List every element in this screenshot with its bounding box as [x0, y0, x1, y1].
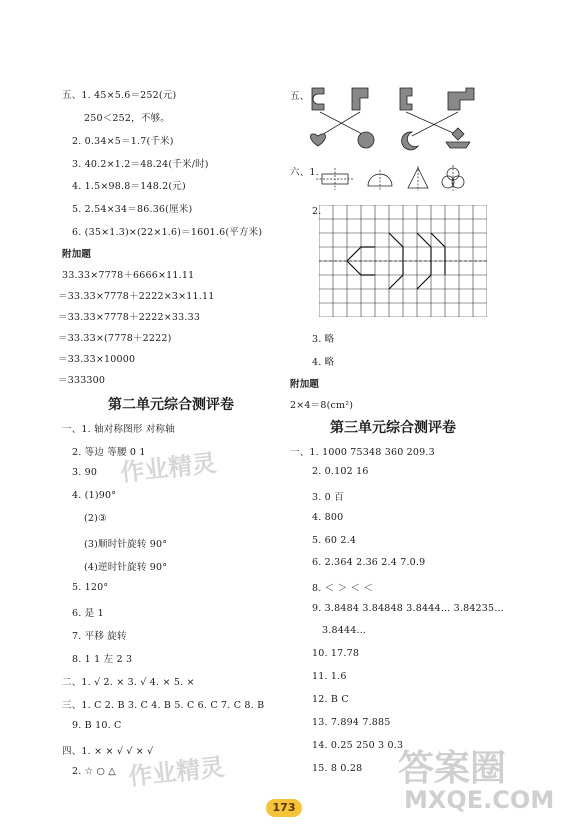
unit2-1-3: 3. 90: [72, 467, 98, 478]
unit3-1-14: 14. 0.25 250 3 0.3: [312, 740, 404, 751]
answer-5-3: 3. 40.2×1.2＝48.24(千米/时): [72, 159, 209, 170]
top-shape-4: [448, 88, 474, 110]
top-shape-3: [400, 88, 412, 110]
watermark-2: 作业精灵: [127, 753, 226, 791]
answer-5-1-conclusion: 250＜252，不够。: [84, 113, 170, 124]
unit3-1-6: 6. 2.364 2.36 2.4 7.0.9: [312, 557, 426, 568]
right-bonus-answer: 2×4＝8(cm²): [290, 400, 354, 411]
unit3-1-10: 10. 17.78: [312, 648, 360, 659]
right-6-4: 4. 略: [312, 357, 335, 368]
unit2-1-2: 2. 等边 等腰 0 1: [72, 447, 146, 458]
unit3-1-5: 5. 60 2.4: [312, 535, 357, 546]
unit3-1-13: 13. 7.894 7.885: [312, 717, 391, 728]
right-section-5-label: 五、: [290, 91, 310, 102]
circle-shape: [358, 132, 374, 148]
unit-2-title: 第二单元综合测评卷: [108, 397, 234, 413]
bonus-step-1: 33.33×7778＋6666×11.11: [62, 270, 195, 281]
unit2-part-3b: 9. B 10. C: [72, 720, 122, 731]
unit3-1-4: 4. 800: [312, 512, 344, 523]
unit2-part-2: 二、1. √ 2. × 3. √ 4. × 5. ×: [62, 677, 195, 688]
top-shape-1: [312, 88, 324, 110]
watermark-1: 作业精灵: [119, 449, 218, 487]
heart-shape: [310, 134, 325, 146]
answer-5-1: 五、1. 45×5.6＝252(元): [62, 90, 177, 101]
page-number: 173: [266, 799, 302, 817]
unit2-1-1: 一、1. 轴对称图形 对称轴: [62, 424, 175, 435]
unit2-1-4-4: (4)逆时针旋转 90°: [84, 562, 168, 573]
answer-5-6: 6. (35×1.3)×(22×1.6)＝1601.6(平方米): [72, 227, 263, 238]
symmetry-figures: [316, 164, 476, 192]
bonus-step-3: ＝33.33×7778＋2222×33.33: [58, 312, 201, 323]
answer-5-2: 2. 0.34×5＝1.7(千米): [72, 136, 174, 147]
bonus-step-6: ＝333300: [58, 375, 106, 386]
right-bonus-heading: 附加题: [290, 379, 320, 390]
unit2-part-4-2: 2. ☆ ○ △: [72, 766, 116, 777]
top-shape-2: [352, 88, 368, 110]
unit3-1-2: 2. 0.102 16: [312, 466, 369, 477]
bonus-heading: 附加题: [62, 249, 92, 260]
matching-shapes-figure: [300, 84, 490, 154]
unit2-1-6: 6. 是 1: [72, 608, 104, 619]
unit2-1-4-3: (3)顺时针旋转 90°: [84, 539, 168, 550]
right-6-3: 3. 略: [312, 334, 335, 345]
unit3-1-8: 8. ＜ ＞ ＜ ＜: [312, 583, 374, 594]
unit2-1-4-2: (2)③: [84, 513, 107, 524]
bonus-step-5: ＝33.33×10000: [58, 354, 136, 365]
watermark-3: 答案圈: [398, 748, 507, 789]
bonus-step-2: ＝33.33×7778＋2222×3×11.11: [58, 291, 215, 302]
unit-3-title: 第三单元综合测评卷: [330, 420, 456, 436]
unit3-1-9: 9. 3.8484 3.84848 3.8444… 3.84235…: [312, 603, 504, 614]
answer-5-4: 4. 1.5×98.8＝148.2(元): [72, 181, 186, 192]
unit3-1-12: 12. B C: [312, 694, 349, 705]
rotation-grid: [319, 205, 487, 317]
unit3-1-9b: 3.8444…: [322, 625, 367, 636]
right-section-6-label: 六、1.: [290, 167, 319, 178]
unit2-1-7: 7. 平移 旋转: [72, 631, 127, 642]
unit2-1-4: 4. (1)90°: [72, 490, 117, 501]
answer-5-5: 5. 2.54×34＝86.36(厘米): [72, 204, 193, 215]
watermark-4: MXQE.COM: [404, 786, 555, 814]
unit2-1-8: 8. 1 1 左 2 3: [72, 654, 133, 665]
unit3-1-1: 一、1. 1000 75348 360 209.3: [290, 447, 435, 458]
right-6-2-label: 2.: [312, 206, 322, 217]
bonus-step-4: ＝33.33×(7778＋2222): [58, 333, 172, 344]
unit2-part-4-1: 四、1. × × √ √ × √: [62, 746, 154, 757]
unit3-1-11: 11. 1.6: [312, 671, 347, 682]
unit3-1-15: 15. 8 0.28: [312, 763, 363, 774]
unit3-1-3: 3. 0 百: [312, 492, 344, 503]
unit2-part-3: 三、1. C 2. B 3. C 4. B 5. C 6. C 7. C 8. B: [62, 700, 265, 711]
unit2-1-5: 5. 120°: [72, 582, 109, 593]
